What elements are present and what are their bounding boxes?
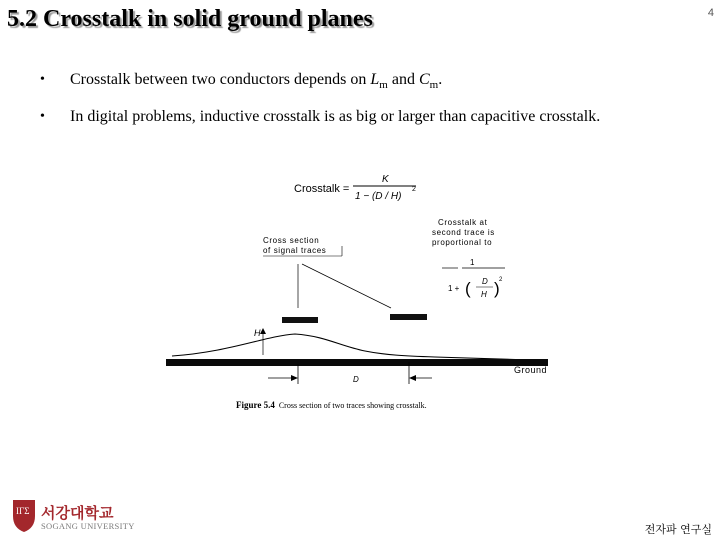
frac2-paren-right: ) bbox=[494, 279, 500, 298]
frac2-paren-left: ( bbox=[465, 279, 471, 298]
frac2-den-prefix: 1 + bbox=[448, 284, 460, 293]
crosstalk-figure bbox=[160, 168, 560, 418]
equation-lhs: Crosstalk = bbox=[294, 183, 350, 195]
bullet-dot: • bbox=[40, 109, 45, 125]
equation-exponent: 2 bbox=[412, 186, 416, 193]
field-distribution-curve bbox=[172, 334, 530, 360]
bullet-list bbox=[40, 70, 600, 139]
pointer-line-right bbox=[302, 264, 391, 308]
label-crosstalk-line3: proportional to bbox=[432, 238, 493, 247]
equation-numerator: K bbox=[382, 174, 389, 185]
bullet-dot: • bbox=[40, 72, 45, 87]
bullet-text-end: . bbox=[438, 71, 443, 88]
d-arrow-right-head bbox=[409, 375, 416, 381]
figure-caption-label: Figure 5.4 bbox=[236, 400, 275, 410]
bullet-text: In digital problems, inductive crosstalk is as big or larger than capacitive crosstalk. bbox=[70, 108, 601, 126]
subscript-m: m bbox=[429, 79, 439, 92]
label-H: H bbox=[254, 328, 261, 338]
page-number: 4 bbox=[707, 7, 714, 19]
sogang-university-logo bbox=[10, 498, 150, 534]
figure-caption-text: Cross section of two traces showing crosstalk. bbox=[278, 401, 427, 410]
frac2-numerator: 1 bbox=[470, 258, 475, 267]
h-arrow-head bbox=[260, 328, 266, 334]
ground-plane bbox=[166, 359, 548, 366]
d-arrow-left-head bbox=[291, 375, 298, 381]
signal-trace-right bbox=[390, 314, 427, 320]
bullet-item bbox=[40, 107, 600, 127]
equation-denominator: 1 − (D / H) bbox=[355, 191, 402, 202]
university-crest-icon bbox=[13, 500, 35, 532]
label-crosstalk-line1: Crosstalk at bbox=[438, 218, 488, 227]
university-name-english: SOGANG UNIVERSITY bbox=[41, 521, 135, 531]
frac2-exponent: 2 bbox=[499, 277, 503, 283]
label-cross-section-line1: Cross section bbox=[263, 236, 320, 245]
bullet-text: Crosstalk between two conductors depends on bbox=[70, 71, 371, 88]
symbol-L: L bbox=[370, 71, 380, 88]
bullet-text-and: and bbox=[387, 71, 419, 88]
figure-caption bbox=[236, 400, 427, 410]
lab-name: 전자파 연구실 bbox=[644, 523, 712, 536]
slide-title: 5.2 Crosstalk in solid ground planes bbox=[7, 6, 373, 32]
label-crosstalk-line2: second trace is bbox=[432, 228, 495, 237]
bullet-item bbox=[40, 70, 600, 95]
university-name-korean: 서강대학교 bbox=[41, 504, 114, 522]
label-ground: Ground bbox=[514, 365, 548, 375]
label-D: D bbox=[353, 375, 359, 384]
signal-trace-left bbox=[282, 317, 318, 323]
label-cross-section-line2: of signal traces bbox=[263, 246, 327, 255]
frac2-inner-num: D bbox=[482, 277, 488, 286]
frac2-inner-den: H bbox=[481, 290, 487, 299]
subscript-m: m bbox=[379, 79, 388, 92]
crest-letters: ΙΓΣ bbox=[16, 506, 30, 516]
symbol-C: C bbox=[418, 71, 430, 88]
